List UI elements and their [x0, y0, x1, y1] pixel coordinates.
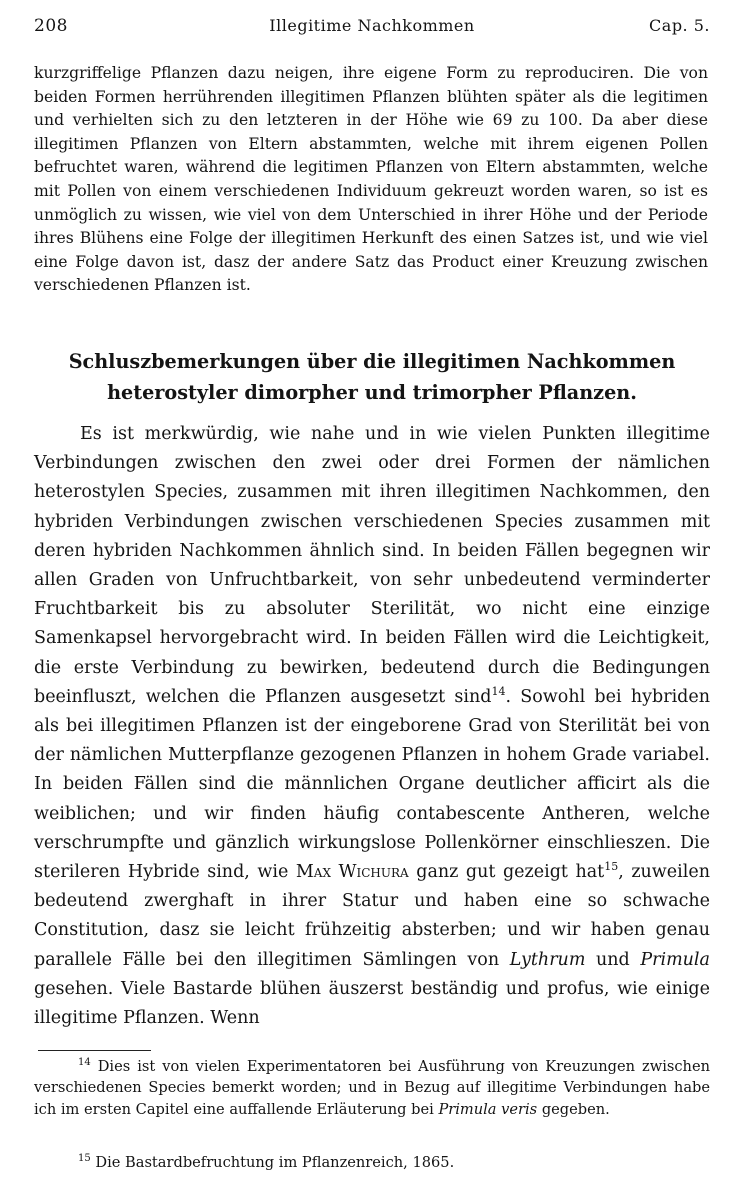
footnote-species: Primula veris [438, 1100, 538, 1118]
running-title: Illegitime Nachkommen [269, 16, 475, 35]
chapter-label: Cap. 5. [649, 16, 710, 35]
main-text-part5: gesehen. Viele Bastarde blühen äuszerst beständig und profus, wie einige illegitime Pflanzen. Wenn [34, 978, 710, 1029]
genus-primula: Primula [640, 949, 710, 970]
footnote-text-end: gegeben. [541, 1100, 610, 1118]
intro-paragraph: kurzgriffelige Pflanzen dazu neigen, ihre eigene Form zu reproduciren. Die von beiden Formen herrührenden illegitimen Pflanzen blühten später als die legitimen und verhielten sich zu den letzteren in der Höhe wie 69 zu 100. Da aber diese illegitimen Pflanzen von Eltern abstammten, welche mit ihrem eigenen Pollen befruchtet waren, während die legitimen Pflanzen von Eltern abstammten, welche mit Pollen von einem verschiedenen Individuum gekreuzt worden waren, so ist es unmöglich zu wissen, wie viel von dem Unterschied in ihrer Höhe und der Periode ihres Blühens eine Folge der illegitimen Herkunft des einen Satzes ist, und wie viel eine Folge davon ist, dasz der andere Satz das Product einer Kreuzung zwischen verschiedenen Pflanzen ist. [34, 64, 708, 295]
main-text-part4: , zuweilen bedeutend zwerghaft in ihrer Statur und haben eine so schwache Constitution, dasz sie leicht frühzeitig absterben; und wir haben genau parallele Fälle bei den illegitimen Sämlingen von [34, 862, 710, 970]
footnote-ref-14[interactable]: 14 [491, 685, 506, 698]
main-text-part2: . Sowohl bei hybriden als bei illegitimen Pflanzen ist der eingeborene Grad von Sterilität bei von der nämlichen Mutterpflanze gezogenen Pflanzen in hohem Grade variabel. In beiden Fällen sind die männlichen Organe deutlicher afficirt als die weiblichen; und wir finden häufig contabescente Antheren, welche verschrumpfte und gänzlich wirkungslose Pollenkörner einschlieszen. Die sterileren Hybride sind, wie [34, 686, 710, 883]
page-number: 208 [34, 16, 68, 36]
genus-lythrum: Lythrum [509, 949, 586, 970]
main-text-part1: Es ist merkwürdig, wie nahe und in wie vielen Punkten illegitime Verbindungen zwischen den zwei oder drei Formen der nämlichen heterostylen Species, zusammen mit ihren illegitimen Nachkommen, den hybriden Verbindungen zwischen verschiedenen Species zusammen mit deren hybriden Nachkommen ähnlich sind. In beiden Fällen begegnen wir allen Graden von Unfruchtbarkeit, von sehr unbedeutend verminderter Fruchtbarkeit bis zu absoluter Sterilität, wo nicht eine einzige Samenkapsel hervorgebracht wird. In beiden Fällen wird die Leichtigkeit, die erste Verbindung zu bewirken, bedeutend durch die Bedingungen beeinfluszt, welchen die Pflanzen ausgesetzt sind [34, 424, 710, 707]
main-text-part3: ganz gut gezeigt hat [416, 862, 605, 883]
main-paragraph [34, 420, 710, 1033]
footnote-15 [34, 1152, 710, 1173]
main-paragraph-text [34, 420, 710, 1033]
footnote-text: Die Bastardbefruchtung im Pflanzenreich, 1865. [95, 1154, 455, 1171]
footnote-divider [38, 1050, 151, 1051]
page-header [34, 14, 710, 40]
footnote-ref-15[interactable]: 15 [604, 860, 619, 874]
footnote-number: 14 [78, 1057, 91, 1069]
author-name: Max Wichura [295, 862, 409, 883]
section-heading: Schluszbemerkungen über die illegitimen Nachkommen heterostyler dimorpher und trimorpher Pflanzen. [68, 350, 676, 404]
footnote-14 [34, 1056, 710, 1120]
footnote-number: 15 [78, 1153, 91, 1165]
main-text-and: und [596, 949, 630, 970]
footnote-text: Dies ist von vielen Experimentatoren bei Ausführung von Kreuzungen zwischen verschiedenen Species bemerkt worden; und in Bezug auf illegitime Verbindungen habe ich im ersten Capitel eine auffallende Erläuterung bei [34, 1058, 710, 1118]
